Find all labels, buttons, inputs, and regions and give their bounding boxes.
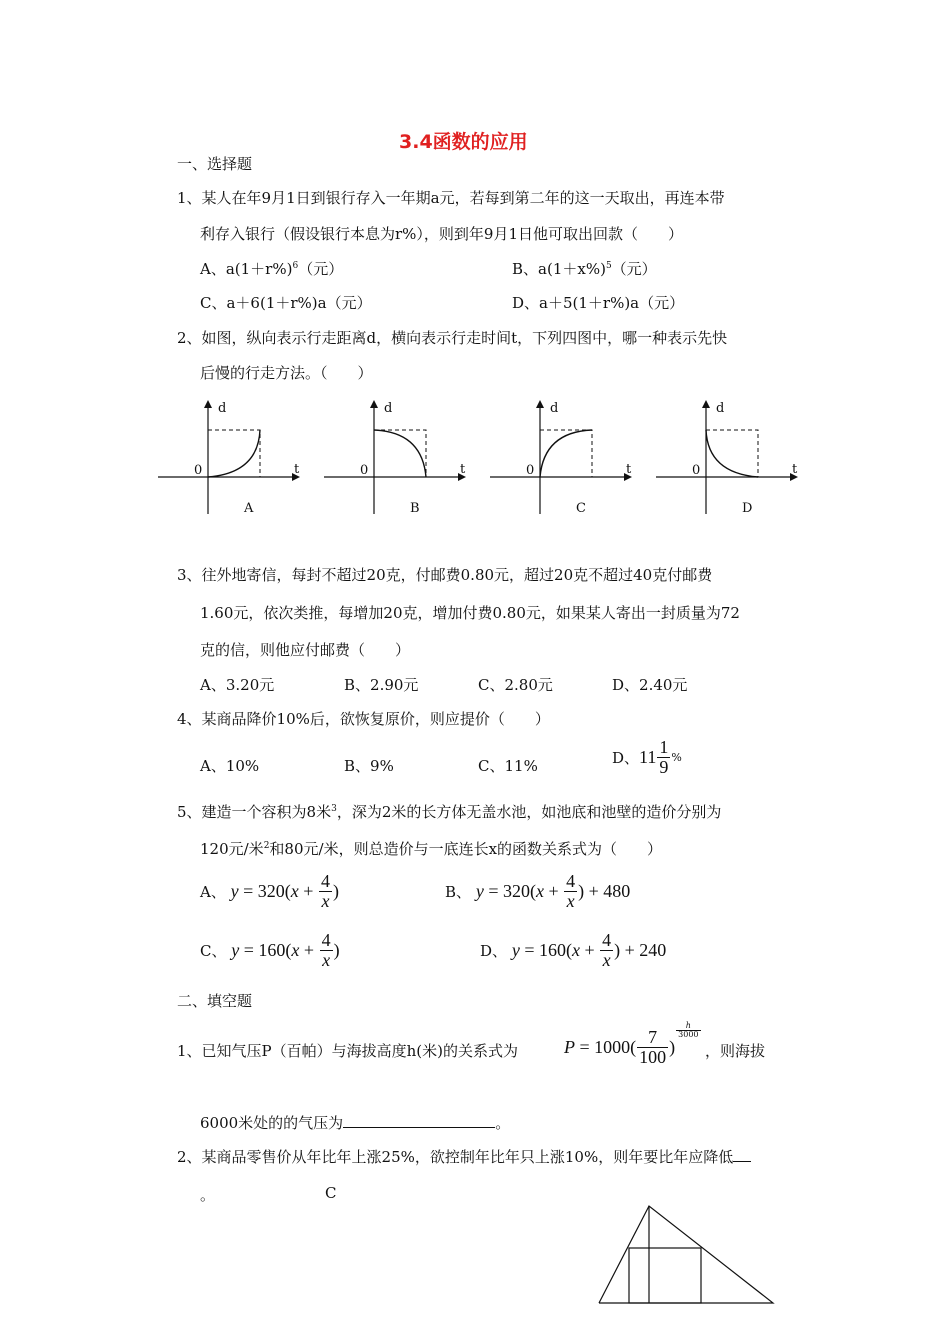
- q5-option-c[interactable]: C、 y = 160(x + $\frac{4}{x}$ ): [200, 930, 340, 970]
- graph-d-y-arrow: [702, 400, 710, 408]
- q1-option-b[interactable]: B、$a(1+x\%)^5$（元）: [512, 260, 657, 278]
- graph-a-guide: [208, 430, 260, 477]
- q3-line1: 3、往外地寄信，每封不超过20克，付邮费0.80元，超过20克不超过40克付邮费: [177, 566, 713, 584]
- q5-line1: 5、建造一个容积为8米$^3$，深为2米的长方体无盖水池，如池底和池壁的造价分别为: [177, 803, 722, 821]
- graph-d-d-label: d: [716, 401, 725, 416]
- graph-c-t-label: t: [626, 462, 632, 477]
- graph-b-caption: B: [410, 501, 420, 516]
- q3-option-d[interactable]: D、2.40元: [612, 676, 688, 694]
- graph-b-y-arrow: [370, 400, 378, 408]
- triangle-label-c: C: [325, 1184, 337, 1202]
- graph-d-guide: [706, 430, 758, 477]
- f1-line2: 6000米处的的气压为 。: [200, 1114, 511, 1132]
- graph-a-caption: A: [244, 501, 254, 516]
- graph-a-origin-label: 0: [194, 463, 203, 478]
- q1-line1: 1、某人在年9月1日到银行存入一年期a元，若每到第二年的这一天取出，再连本带: [177, 189, 725, 207]
- graph-c-caption: C: [576, 501, 586, 516]
- graph-b-origin-label: 0: [360, 463, 369, 478]
- q2-line1: 2、如图，纵向表示行走距离d，横向表示行走时间t，下列四图中，哪一种表示先快: [177, 329, 728, 347]
- f2-line2: 。: [200, 1186, 216, 1204]
- graph-d-caption: D: [742, 501, 753, 516]
- q4-option-d[interactable]: D、11 $\frac{1}{9}$ %: [612, 737, 682, 777]
- section-heading-fill: 二、填空题: [177, 992, 253, 1010]
- q4-option-a[interactable]: A、10%: [200, 757, 260, 775]
- page-title: 3.4函数的应用: [399, 131, 528, 153]
- graph-c-d-label: d: [550, 401, 559, 416]
- triangle-outline: [599, 1206, 773, 1303]
- q5-option-b[interactable]: B、 y = 320(x + $\frac{4}{x}$ ) + 480: [445, 871, 631, 911]
- graph-c-guide: [540, 430, 592, 477]
- inscribed-rectangle: [629, 1248, 701, 1303]
- q5-option-a[interactable]: A、 y = 320(x + $\frac{4}{x}$ ): [200, 871, 339, 911]
- q2-graphs-figure: [0, 390, 950, 530]
- q1-option-d[interactable]: D、a＋5(1＋r%)a（元）: [512, 294, 685, 312]
- section-heading-choice: 一、选择题: [177, 155, 253, 173]
- q4-line1: 4、某商品降价10%后，欲恢复原价，则应提价（ ）: [177, 710, 550, 728]
- q5-option-d[interactable]: D、 y = 160(x + $\frac{4}{x}$ ) + 240: [480, 930, 667, 970]
- q1-option-c[interactable]: C、a＋6(1＋r%)a（元）: [200, 294, 372, 312]
- f2-answer-blank[interactable]: [733, 1147, 751, 1162]
- q3-option-a[interactable]: A、3.20元: [200, 676, 275, 694]
- graph-c-y-arrow: [536, 400, 544, 408]
- q3-option-b[interactable]: B、2.90元: [344, 676, 419, 694]
- q3-option-c[interactable]: C、2.80元: [478, 676, 553, 694]
- graph-d-t-label: t: [792, 462, 798, 477]
- q4-option-b[interactable]: B、9%: [344, 757, 394, 775]
- graph-d-curve: [706, 430, 758, 477]
- graph-a-t-label: t: [294, 462, 300, 477]
- graph-d-origin-label: 0: [692, 463, 701, 478]
- graph-c-curve: [540, 430, 592, 477]
- graph-b-t-label: t: [460, 462, 466, 477]
- q2-line2: 后慢的行走方法。（ ）: [200, 364, 373, 382]
- q1-option-a[interactable]: A、$a(1+r\%)^6$（元）: [200, 260, 344, 278]
- triangle-figure: [596, 1203, 786, 1308]
- q5-line2: 120元/米$^2$和80元/米，则总造价与一底连长x的函数关系式为（ ）: [200, 840, 663, 858]
- graph-c-origin-label: 0: [526, 463, 535, 478]
- f1-after: ，则海拔: [705, 1042, 766, 1060]
- q4-option-c[interactable]: C、11%: [478, 757, 538, 775]
- graph-a-y-arrow: [204, 400, 212, 408]
- graph-a-curve: [208, 430, 260, 477]
- q3-line3: 克的信，则他应付邮费（ ）: [200, 641, 411, 659]
- graph-b-curve: [374, 430, 426, 477]
- f2-line1: 2、某商品零售价从年比年上涨25%，欲控制年比年只上涨10%，则年要比年应降低: [177, 1146, 751, 1167]
- q1-line2: 利存入银行（假设银行本息为r%），则到年9月1日他可取出回款（ ）: [200, 225, 684, 243]
- graph-a-d-label: d: [218, 401, 227, 416]
- graph-b-d-label: d: [384, 401, 393, 416]
- graph-b-guide: [374, 430, 426, 477]
- q3-line2: 1.60元，依次类推，每增加20克，增加付费0.80元，如果某人寄出一封质量为72: [200, 604, 740, 622]
- f1-formula: P = 1000( $\frac{7}{100}$ ) $\frac{h}{3000}$: [564, 1021, 699, 1067]
- f1-line1: 1、已知气压P（百帕）与海拔高度h(米)的关系式为: [177, 1042, 519, 1060]
- f1-answer-blank[interactable]: [343, 1113, 495, 1128]
